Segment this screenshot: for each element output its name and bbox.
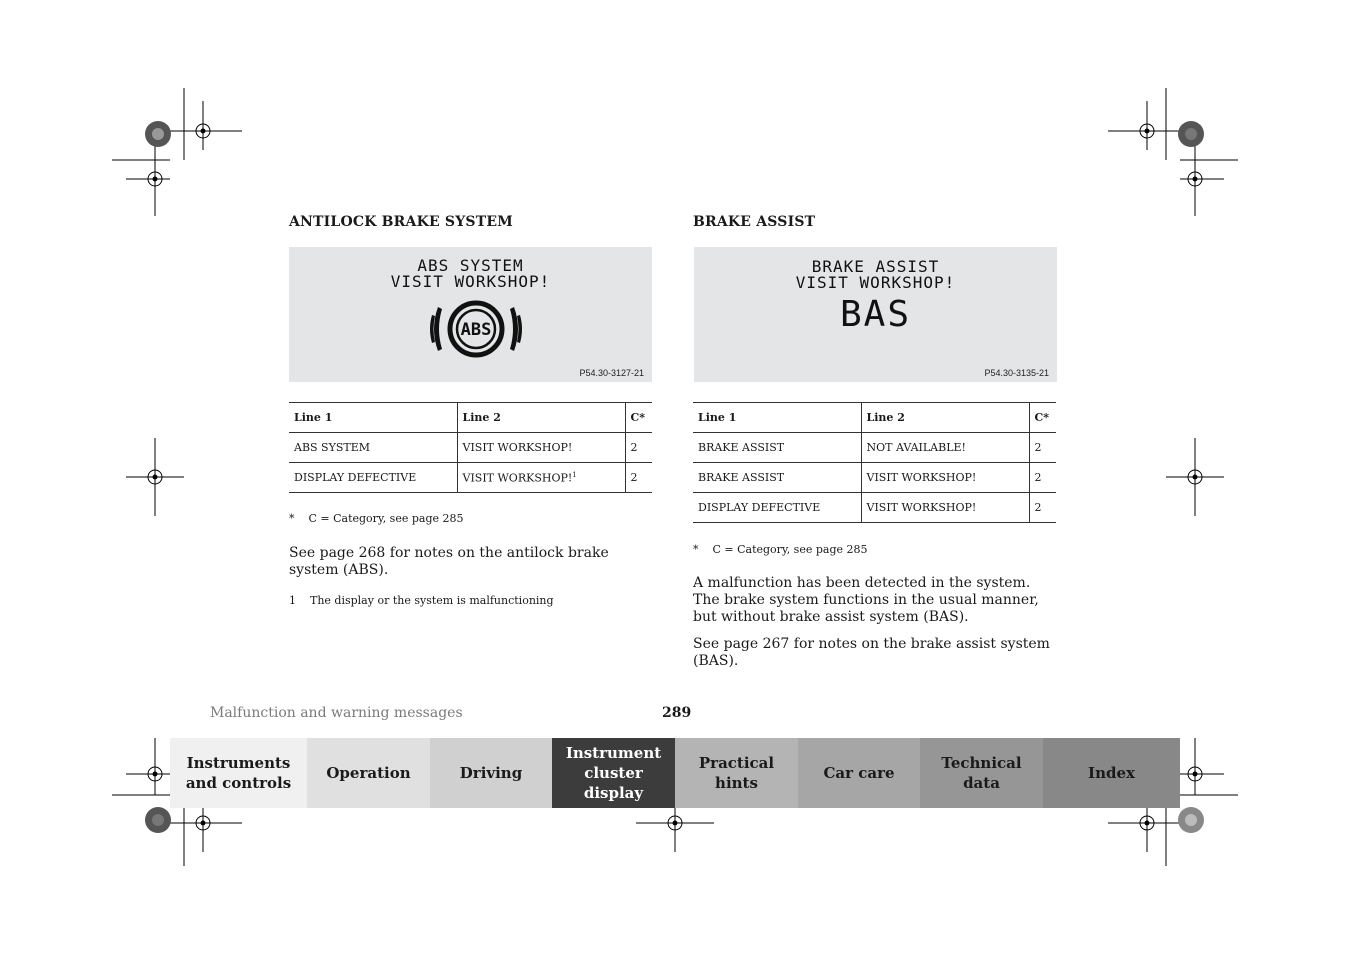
nav-tab-label <box>186 753 291 793</box>
nav-tab-line: data <box>963 774 1000 792</box>
table-cell-text: VISIT WORKSHOP! <box>462 471 573 485</box>
nav-tab-technical-data[interactable] <box>920 738 1043 808</box>
nav-tab-label <box>941 753 1021 793</box>
nav-tab-car-care[interactable] <box>798 738 920 808</box>
table-header-cell: Line 1 <box>693 403 861 433</box>
table-header-cell: C* <box>625 403 652 433</box>
abs-category-footnote: * C = Category, see page 285 <box>289 512 464 525</box>
table-row <box>693 463 1056 493</box>
table-cell <box>457 463 625 493</box>
nav-tab-operation[interactable] <box>307 738 430 808</box>
bas-heading: BRAKE ASSIST <box>693 214 816 230</box>
nav-tab-label <box>326 763 410 783</box>
nav-tab-label <box>1088 763 1135 783</box>
abs-display-line2: VISIT WORKSHOP! <box>390 272 551 291</box>
bas-display-line1: BRAKE ASSIST <box>811 257 940 276</box>
nav-tab-label <box>460 763 522 783</box>
table-cell: 2 <box>1029 433 1056 463</box>
nav-tab-instrument-cluster-display[interactable] <box>552 738 675 808</box>
table-cell: ABS SYSTEM <box>289 433 457 463</box>
footnote-marker: 1 <box>572 470 577 479</box>
abs-malfunction-footnote: 1 The display or the system is malfunctioning <box>289 594 554 607</box>
abs-message-table <box>289 402 652 493</box>
bas-category-footnote: * C = Category, see page 285 <box>693 543 868 556</box>
nav-tab-label <box>552 743 675 803</box>
table-header-cell: Line 1 <box>289 403 457 433</box>
bas-malfunction-paragraph: A malfunction has been detected in the system. The brake system functions in the usual manner, but without brake assist system (BAS). <box>693 575 1039 625</box>
table-header-row <box>693 403 1056 433</box>
table-cell: 2 <box>1029 463 1056 493</box>
table-cell: BRAKE ASSIST <box>693 463 861 493</box>
bas-figure-code: P54.30-3135-21 <box>984 368 1049 378</box>
table-cell: 2 <box>625 433 652 463</box>
table-cell: VISIT WORKSHOP! <box>861 463 1029 493</box>
bas-message-table <box>693 402 1056 523</box>
nav-tab-line: Index <box>1088 764 1135 782</box>
table-row <box>693 493 1056 523</box>
nav-tab-line: Operation <box>326 764 411 782</box>
abs-figure-code: P54.30-3127-21 <box>579 368 644 378</box>
nav-tab-line: and controls <box>185 774 292 792</box>
table-cell: 2 <box>625 463 652 493</box>
nav-tab-practical-hints[interactable] <box>675 738 798 808</box>
abs-heading: ANTILOCK BRAKE SYSTEM <box>289 214 513 230</box>
section-title: Malfunction and warning messages <box>210 705 463 721</box>
table-header-cell: Line 2 <box>457 403 625 433</box>
nav-tab-line: Instrument <box>565 744 662 762</box>
nav-tab-line: Driving <box>459 764 523 782</box>
abs-symbol-text: ABS <box>460 320 492 340</box>
table-header-row <box>289 403 652 433</box>
nav-tab-label <box>823 763 894 783</box>
bas-display-line2: VISIT WORKSHOP! <box>795 273 956 292</box>
table-cell: VISIT WORKSHOP! <box>457 433 625 463</box>
abs-notes-paragraph: See page 268 for notes on the antilock brake system (ABS). <box>289 545 609 578</box>
table-row <box>693 433 1056 463</box>
table-header-cell: Line 2 <box>861 403 1029 433</box>
abs-display-screen <box>289 247 652 382</box>
bas-symbol-text: BAS <box>839 294 912 335</box>
nav-tab-line: Practical hints <box>698 754 775 792</box>
nav-tab-index[interactable] <box>1043 738 1180 808</box>
nav-tab-instruments-and-controls[interactable] <box>170 738 307 808</box>
nav-tab-driving[interactable] <box>430 738 552 808</box>
bas-display-screen <box>694 247 1057 382</box>
abs-display-line1: ABS SYSTEM <box>417 256 524 275</box>
table-cell: BRAKE ASSIST <box>693 433 861 463</box>
table-row <box>289 433 652 463</box>
page-number: 289 <box>662 705 692 721</box>
abs-warning-icon <box>428 295 524 363</box>
nav-tab-line: Technical <box>941 754 1022 772</box>
bas-notes-paragraph: See page 267 for notes on the brake assist system (BAS). <box>693 636 1050 669</box>
nav-tab-line: Instruments <box>186 754 291 772</box>
table-cell: DISPLAY DEFECTIVE <box>693 493 861 523</box>
table-header-cell: C* <box>1029 403 1056 433</box>
nav-tab-line: Car care <box>823 764 895 782</box>
table-cell: DISPLAY DEFECTIVE <box>289 463 457 493</box>
table-row <box>289 463 652 493</box>
table-cell: VISIT WORKSHOP! <box>861 493 1029 523</box>
nav-tab-label <box>675 753 798 793</box>
table-cell: NOT AVAILABLE! <box>861 433 1029 463</box>
table-cell: 2 <box>1029 493 1056 523</box>
nav-tab-line: cluster display <box>583 764 644 802</box>
